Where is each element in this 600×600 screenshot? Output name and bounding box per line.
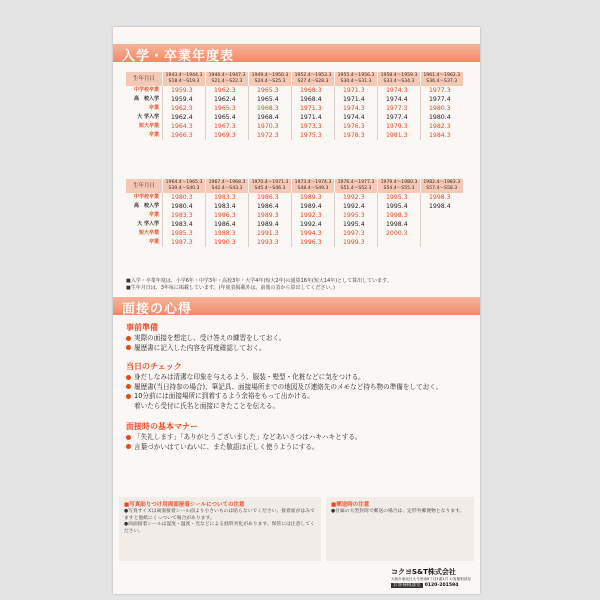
year-cell: 1980.3 <box>421 104 464 113</box>
year-cell: 1983.3 <box>206 193 249 202</box>
year-cell: 1976.3 <box>335 122 378 131</box>
row-label: 短大卒業 <box>138 230 159 236</box>
bullet-icon <box>126 384 131 389</box>
year-cell: 1988.3 <box>206 229 249 238</box>
manner-list <box>126 433 471 452</box>
year-cell: 1964.3 <box>163 122 206 131</box>
table-row <box>126 229 463 238</box>
bullet-icon <box>126 336 131 341</box>
year-cell: 1962.3 <box>206 86 249 95</box>
table-row <box>126 238 463 247</box>
table-row <box>126 113 463 122</box>
year-cell: 1987.3 <box>163 238 206 247</box>
birth-range-header: 1955.4〜1956.3 S30.4〜S31.3 <box>335 72 378 86</box>
year-cell <box>421 220 464 229</box>
table-note-2: ■生年月日は、3年毎に掲載しています。(年度表掲載外は、前後の表から算出してください。) <box>126 285 335 291</box>
year-cell: 1971.4 <box>335 95 378 104</box>
table-notes <box>126 278 471 292</box>
bullet-icon <box>126 345 131 350</box>
row-label: 卒業 <box>148 239 159 245</box>
row-label: 中学校卒業 <box>133 194 159 200</box>
year-cell: 1998.3 <box>421 193 464 202</box>
year-cell: 1991.3 <box>249 229 292 238</box>
year-cell: 1974.4 <box>378 95 421 104</box>
company-logo-block <box>391 567 473 588</box>
dayof-title: 当日のチェック <box>126 362 182 371</box>
year-cell: 1986.3 <box>249 193 292 202</box>
year-table-1-head <box>126 72 463 86</box>
table-row <box>126 220 463 229</box>
interview-header <box>113 297 480 315</box>
year-cell: 1972.3 <box>249 131 292 140</box>
birth-range-header: 1964.4〜1965.3 S39.4〜S40.3 <box>163 179 206 193</box>
year-cell: 1971.4 <box>292 113 335 122</box>
row-label: 卒業 <box>148 212 159 218</box>
prep-title: 事前準備 <box>126 323 158 332</box>
birth-range-header: 1952.4〜1953.3 S27.4〜S28.3 <box>292 72 335 86</box>
birth-range-header: 1958.4〜1959.3 S33.4〜S34.3 <box>378 72 421 86</box>
year-cell: 1992.3 <box>335 193 378 202</box>
year-cell: 1962.4 <box>206 95 249 104</box>
birthdate-label: 生年月日 <box>126 179 163 193</box>
year-cell: 1984.3 <box>421 131 464 140</box>
list-item: 身だしなみは清潔な印象を与えるよう、服装・髪型・化粧などに気をつける。 <box>126 373 471 383</box>
year-cell: 1993.3 <box>249 238 292 247</box>
year-cell: 1974.3 <box>335 104 378 113</box>
photo-sticker-notice <box>119 497 321 561</box>
year-cell <box>421 238 464 247</box>
year-cell: 1968.4 <box>292 95 335 104</box>
table-row <box>126 86 463 95</box>
row-label: 大 学入学 <box>137 221 159 227</box>
company-tel: お客様相談室 0120-201594 <box>393 582 459 588</box>
year-cell: 1965.3 <box>249 86 292 95</box>
year-cell: 1998.4 <box>378 220 421 229</box>
birth-range-header: 1961.4〜1962.3 S36.4〜S37.3 <box>421 72 464 86</box>
year-cell: 1965.3 <box>206 104 249 113</box>
year-cell: 1998.4 <box>421 202 464 211</box>
table-note-1: ■入学・卒業年度は、小学6年・中学3年・高校3年・大学4年(短大2年)の通算16年(短大14年)として算出しています。 <box>126 278 392 284</box>
row-label: 卒業 <box>148 132 159 138</box>
year-cell: 1977.4 <box>421 95 464 104</box>
year-table-1 <box>126 72 464 140</box>
year-cell: 1974.4 <box>335 113 378 122</box>
year-cell: 1965.4 <box>249 95 292 104</box>
year-cell: 1985.3 <box>163 229 206 238</box>
list-item: 実際の面接を想定し、受け答えの練習をしておく。 <box>126 334 471 344</box>
company-address: 大阪市東成区大今里南6丁目1番1号 お客様相談室 <box>391 577 471 581</box>
birth-range-header: 1970.4〜1971.3 S45.4〜S46.3 <box>249 179 292 193</box>
year-cell: 1983.3 <box>163 211 206 220</box>
table-row <box>126 211 463 220</box>
year-table-header <box>113 44 480 62</box>
birth-range-header: 1949.4〜1950.3 S24.4〜S25.3 <box>249 72 292 86</box>
year-cell: 1996.3 <box>292 238 335 247</box>
year-cell: 1962.3 <box>163 104 206 113</box>
table-row <box>126 202 463 211</box>
bullet-icon <box>126 435 131 440</box>
year-cell: 2000.3 <box>378 229 421 238</box>
year-table-2 <box>126 179 464 247</box>
table-row <box>126 122 463 131</box>
year-cell: 1971.3 <box>292 104 335 113</box>
mail-notice-title: ■郵送時の注意 <box>331 502 370 508</box>
year-cell: 1989.4 <box>292 202 335 211</box>
mail-notice-line-1: ●付属の大型封筒で郵送の場合は、定形外郵便物となります。 <box>331 509 465 514</box>
year-cell: 1995.4 <box>335 220 378 229</box>
year-cell: 1977.4 <box>378 113 421 122</box>
year-cell: 1966.3 <box>163 131 206 140</box>
year-cell: 1979.3 <box>378 122 421 131</box>
year-cell: 1962.4 <box>163 113 206 122</box>
table-row <box>126 95 463 104</box>
year-table-title: 入学・卒業年度表 <box>122 49 235 64</box>
year-cell: 1965.4 <box>206 113 249 122</box>
year-cell: 1994.3 <box>292 229 335 238</box>
company-name: コクヨS&T株式会社 <box>391 568 456 576</box>
year-cell: 1986.4 <box>206 220 249 229</box>
year-cell: 1971.3 <box>335 86 378 95</box>
year-cell: 1959.4 <box>163 95 206 104</box>
list-item: 着いたら受付に氏名と面接にきたことを伝える。 <box>134 401 280 410</box>
birth-range-header: 1946.4〜1947.3 S21.4〜S22.3 <box>206 72 249 86</box>
year-cell: 1995.3 <box>378 193 421 202</box>
row-label: 卒業 <box>148 105 159 111</box>
year-cell: 1967.3 <box>206 122 249 131</box>
row-label: 大 学入学 <box>137 114 159 120</box>
dayof-list <box>126 373 471 411</box>
year-cell: 1981.3 <box>378 131 421 140</box>
bullet-icon <box>126 394 131 399</box>
birth-range-header: 1943.4〜1944.3 S18.4〜S19.3 <box>163 72 206 86</box>
row-label: 短大卒業 <box>138 123 159 129</box>
year-cell: 1989.3 <box>292 193 335 202</box>
photo-notice-title: ■写真貼りつけ用両面接着シールについての注意 <box>124 502 245 508</box>
year-cell: 1997.3 <box>335 229 378 238</box>
year-cell: 1980.4 <box>163 202 206 211</box>
year-cell: 1968.4 <box>249 113 292 122</box>
year-cell: 1982.3 <box>421 122 464 131</box>
table-row <box>126 104 463 113</box>
interview-title: 面接の心得 <box>122 302 193 317</box>
year-cell: 1959.3 <box>163 86 206 95</box>
year-cell: 1969.3 <box>206 131 249 140</box>
list-item: 10分前には面接場所に到着するよう余裕をもって出かける。 <box>126 392 471 402</box>
year-cell: 1992.3 <box>292 211 335 220</box>
table-row <box>126 131 463 140</box>
year-cell: 1977.3 <box>378 104 421 113</box>
year-cell: 1992.4 <box>335 202 378 211</box>
year-cell: 1977.3 <box>421 86 464 95</box>
year-cell: 1992.4 <box>292 220 335 229</box>
year-cell: 1975.3 <box>292 131 335 140</box>
bullet-icon <box>126 375 131 380</box>
year-cell: 1995.4 <box>378 202 421 211</box>
list-item: 「失礼します」「ありがとうございました」などあいさつはハキハキとする。 <box>126 433 471 443</box>
year-cell: 1990.3 <box>206 238 249 247</box>
photo-notice-line-1: ●写真サイズは両面接着シール面より小さいものは貼らないでください。接着面がはみでますと他紙にくっついて場合があります。 <box>124 509 315 521</box>
year-cell: 1986.4 <box>249 202 292 211</box>
year-cell: 1978.3 <box>335 131 378 140</box>
year-cell: 1989.3 <box>249 211 292 220</box>
year-cell: 1983.4 <box>206 202 249 211</box>
birth-range-header: 1979.4〜1980.3 S54.4〜S55.3 <box>378 179 421 193</box>
birth-range-header: 1982.4〜1983.3 S57.4〜S58.3 <box>421 179 464 193</box>
year-cell: 1989.4 <box>249 220 292 229</box>
year-cell: 1983.4 <box>163 220 206 229</box>
row-label: 高 校入学 <box>133 203 159 209</box>
year-cell <box>378 238 421 247</box>
year-cell: 1970.3 <box>249 122 292 131</box>
year-cell: 1986.3 <box>206 211 249 220</box>
year-cell: 1973.3 <box>292 122 335 131</box>
list-item: 言葉づかいはていねいに、また敬語は正しく使うようにする。 <box>126 443 471 453</box>
year-cell: 1980.4 <box>421 113 464 122</box>
year-cell: 1995.3 <box>335 211 378 220</box>
birthdate-label: 生年月日 <box>126 72 163 86</box>
birth-range-header: 1973.4〜1974.3 S48.4〜S49.3 <box>292 179 335 193</box>
bullet-icon <box>126 444 131 449</box>
row-label: 高 校入学 <box>133 96 159 102</box>
year-cell: 1999.3 <box>335 238 378 247</box>
year-table-2-head <box>126 179 463 193</box>
year-cell: 1968.3 <box>292 86 335 95</box>
birth-range-header: 1967.4〜1968.3 S42.4〜S43.3 <box>206 179 249 193</box>
form-sheet <box>113 27 480 594</box>
manner-title: 面接時の基本マナー <box>126 422 198 431</box>
row-label: 中学校卒業 <box>133 87 159 93</box>
list-item: 履歴書(当日持参の場合)、筆記具、面接場所までの地図及び連絡先のメモなど持ち物の準備をしておく。 <box>126 383 471 393</box>
table-row <box>126 193 463 202</box>
year-cell: 1980.3 <box>163 193 206 202</box>
mailing-notice <box>326 497 474 561</box>
year-cell: 1998.3 <box>378 211 421 220</box>
list-item: 履歴書に記入した内容を再度確認しておく。 <box>126 344 471 354</box>
birth-range-header: 1976.4〜1977.3 S51.4〜S52.3 <box>335 179 378 193</box>
photo-notice-line-2: ●両面接着シールは湿度・温度・光などによる経時劣化があります。保管には注意してください。 <box>124 522 315 534</box>
year-cell <box>421 211 464 220</box>
year-cell: 1974.3 <box>378 86 421 95</box>
year-cell: 1968.3 <box>249 104 292 113</box>
prep-list <box>126 334 471 353</box>
year-cell <box>421 229 464 238</box>
